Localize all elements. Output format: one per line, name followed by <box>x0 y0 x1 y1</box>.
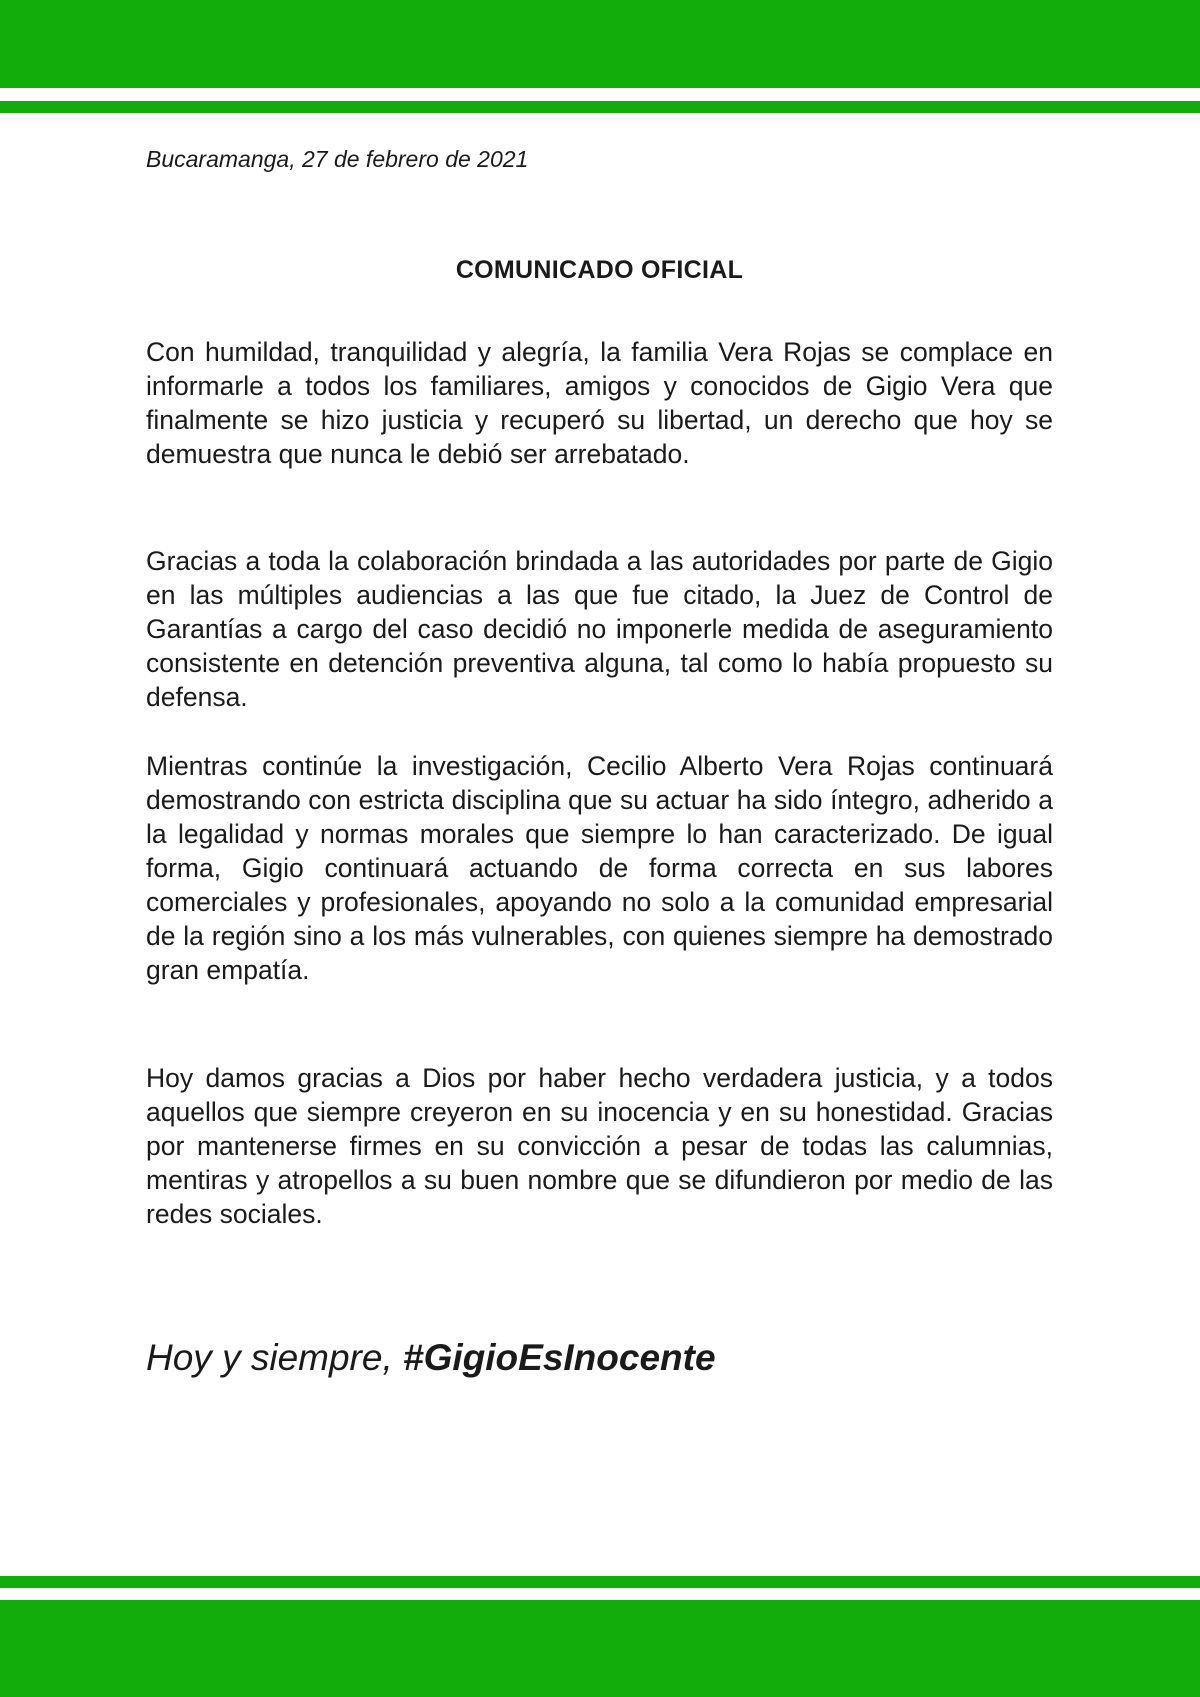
top-green-band <box>0 0 1200 88</box>
closing-prefix: Hoy y siempre, <box>146 1337 404 1378</box>
top-green-stripe <box>0 101 1200 113</box>
bottom-green-band <box>0 1600 1200 1697</box>
paragraph-3: Mientras continúe la investigación, Cecilio Alberto Vera Rojas continuará demostrando con estricta disciplina que su actuar ha sido íntegro, adherido a la legalidad y normas morales que siempre lo han caracterizado. De igual forma, Gigio continuará actuando de forma correcta en sus labores comerciales y profesionales, apoyando no solo a la comunidad empresarial de la región sino a los más vulnerables, con quienes siempre ha demostrado gran empatía. <box>146 751 1053 985</box>
bottom-green-stripe <box>0 1576 1200 1588</box>
paragraph-1: Con humildad, tranquilidad y alegría, la familia Vera Rojas se complace en informarle a todos los familiares, amigos y conocidos de Gigio Vera que finalmente se hizo justicia y recuperó su libertad, un derecho que hoy se demuestra que nunca le debió ser arrebatado. <box>146 337 1053 469</box>
closing-line <box>146 1337 716 1379</box>
paragraph-2: Gracias a toda la colaboración brindada a las autoridades por parte de Gigio en las múltiples audiencias a las que fue citado, la Juez de Control de Garantías a cargo del caso decidió no imponerle medida de aseguramiento consistente en detención preventiva alguna, tal como lo había propuesto su defensa. <box>146 546 1053 712</box>
paragraph-4: Hoy damos gracias a Dios por haber hecho verdadera justicia, y a todos aquellos que siempre creyeron en su inocencia y en su honestidad. Gracias por mantenerse firmes en su convicción a pesar de todas las calumnias, mentiras y atropellos a su buen nombre que se difundieron por medio de las redes sociales. <box>146 1063 1053 1229</box>
date-line: Bucaramanga, 27 de febrero de 2021 <box>146 146 529 172</box>
document-title: COMUNICADO OFICIAL <box>455 256 744 284</box>
closing-hashtag: #GigioEsInocente <box>403 1337 716 1378</box>
